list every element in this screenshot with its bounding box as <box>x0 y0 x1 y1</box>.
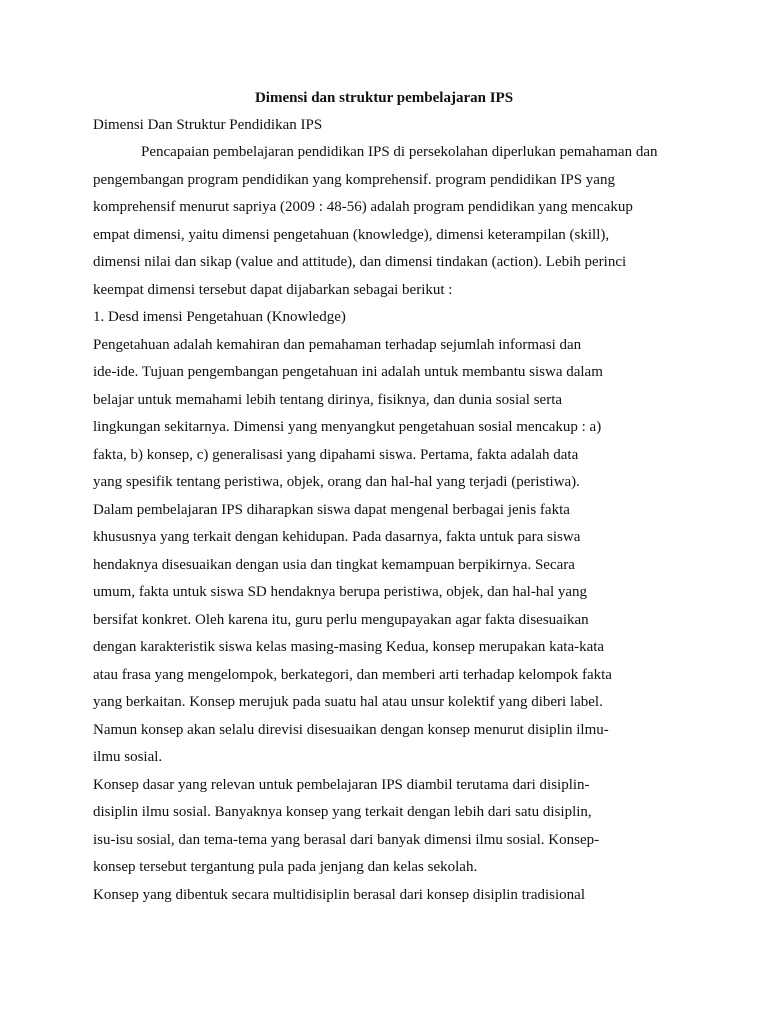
body-line: umum, fakta untuk siswa SD hendaknya berupa peristiwa, objek, dan hal-hal yang <box>93 584 588 600</box>
body-line: disiplin ilmu sosial. Banyaknya konsep yang terkait dengan lebih dari satu disiplin, <box>93 804 592 820</box>
body-line: ilmu sosial. <box>93 749 163 765</box>
body-line: yang berkaitan. Konsep merujuk pada suatu hal atau unsur kolektif yang diberi label. <box>93 694 603 710</box>
body-line: Dalam pembelajaran IPS diharapkan siswa dapat mengenal berbagai jenis fakta <box>93 501 570 518</box>
body-line: hendaknya disesuaikan dengan usia dan tingkat kemampuan berpikirnya. Secara <box>93 556 575 573</box>
body-line: khususnya yang terkait dengan kehidupan. Pada dasarnya, fakta untuk para siswa <box>93 529 581 545</box>
document-subtitle: Dimensi Dan Struktur Pendidikan IPS <box>93 117 323 133</box>
body-line: Namun konsep akan selalu direvisi disesuaikan dengan konsep menurut disiplin ilmu- <box>93 721 609 738</box>
document-title: Dimensi dan struktur pembelajaran IPS <box>254 90 514 106</box>
body-line: bersifat konkret. Oleh karena itu, guru perlu mengupayakan agar fakta disesuaikan <box>93 611 589 628</box>
body-line: keempat dimensi tersebut dapat dijabarkan sebagai berikut : <box>93 281 453 298</box>
body-line: belajar untuk memahami lebih tentang dirinya, fisiknya, dan dunia sosial serta <box>93 391 563 408</box>
body-line: ide-ide. Tujuan pengembangan pengetahuan ini adalah untuk membantu siswa dalam <box>93 364 603 380</box>
body-line: dengan karakteristik siswa kelas masing-masing Kedua, konsep merupakan kata-kata <box>93 639 605 655</box>
body-line: yang spesifik tentang peristiwa, objek, orang dan hal-hal yang terjadi (peristiwa). <box>93 474 580 490</box>
body-line: isu-isu sosial, dan tema-tema yang berasal dari banyak dimensi ilmu sosial. Konsep- <box>93 831 600 848</box>
body-line: pengembangan program pendidikan yang komprehensif. program pendidikan IPS yang <box>93 171 615 188</box>
section-heading: 1. Desd imensi Pengetahuan (Knowledge) <box>93 309 346 325</box>
body-line: Konsep yang dibentuk secara multidisiplin berasal dari konsep disiplin tradisional <box>93 886 585 903</box>
body-line: lingkungan sekitarnya. Dimensi yang menyangkut pengetahuan sosial mencakup : a) <box>93 419 602 435</box>
body-line: atau frasa yang mengelompok, berkategori, dan memberi arti terhadap kelompok fakta <box>93 666 612 683</box>
body-line: fakta, b) konsep, c) generalisasi yang dipahami siswa. Pertama, fakta adalah data <box>93 446 579 463</box>
body-line: komprehensif menurut sapriya (2009 : 48-56) adalah program pendidikan yang mencakup <box>93 199 633 215</box>
document-body <box>93 143 713 913</box>
body-line: Pencapaian pembelajaran pendidikan IPS di persekolahan diperlukan pemahaman dan <box>141 144 658 160</box>
body-line: empat dimensi, yaitu dimensi pengetahuan (knowledge), dimensi keterampilan (skill), <box>93 226 610 243</box>
body-line: dimensi nilai dan sikap (value and attitude), dan dimensi tindakan (action). Lebih perinci <box>93 254 627 270</box>
body-line: Pengetahuan adalah kemahiran dan pemahaman terhadap sejumlah informasi dan <box>93 336 582 353</box>
body-line: konsep tersebut tergantung pula pada jenjang dan kelas sekolah. <box>93 859 478 875</box>
body-line: Konsep dasar yang relevan untuk pembelajaran IPS diambil terutama dari disiplin- <box>93 776 590 793</box>
